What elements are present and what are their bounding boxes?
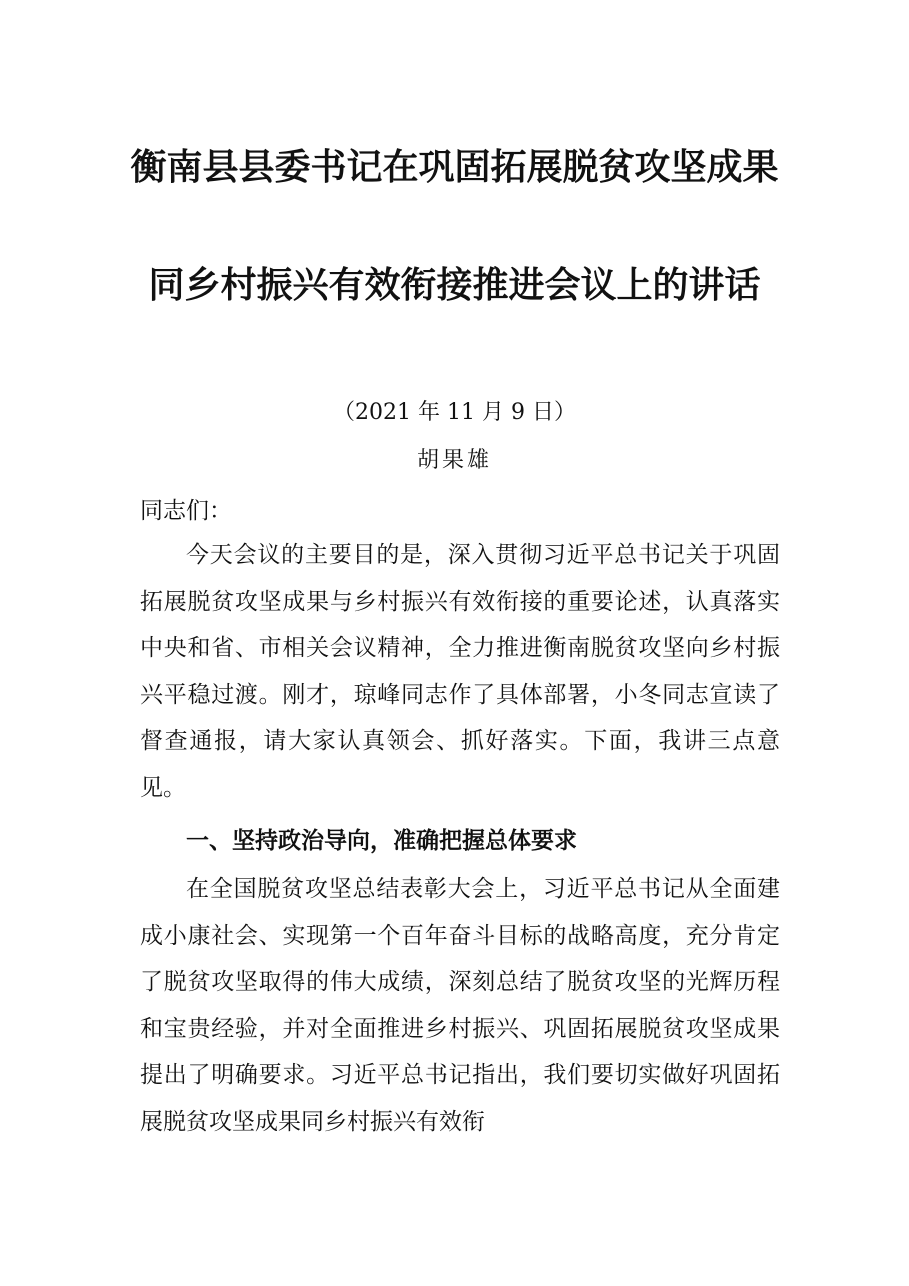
salutation: 同志们：: [140, 498, 232, 524]
document-title-line-2: 同乡村振兴有效衔接推进会议上的讲话: [148, 264, 761, 306]
body-paragraph-2: 在全国脱贫攻坚总结表彰大会上，习近平总书记从全面建成小康社会、实现第一个百年奋斗目标的战略高度，充分肯定了脱贫攻坚取得的伟大成绩，深刻总结了脱贫攻坚的光辉历程和宝贵经验，并对全面推进乡村振兴、巩固拓展脱贫攻坚成果提出了明确要求。习近平总书记指出，我们要切实做好巩固拓展脱贫攻坚成果同乡村振兴有效衔: [140, 876, 780, 1135]
speech-author: 胡果雄: [416, 448, 492, 473]
speech-date: （2021 年 11 月 9 日）: [333, 400, 576, 425]
document-title-line-1: 衡南县县委书记在巩固拓展脱贫攻坚成果: [130, 146, 779, 188]
section-heading-1: 一、坚持政治导向，准确把握总体要求: [186, 828, 577, 854]
body-paragraph-1: 今天会议的主要目的是，深入贯彻习近平总书记关于巩固拓展脱贫攻坚成果与乡村振兴有效衔接的重要论述，认真落实中央和省、市相关会议精神，全力推进衡南脱贫攻坚向乡村振兴平稳过渡。刚才，琼峰同志作了具体部署，小冬同志宣读了督查通报，请大家认真领会、抓好落实。下面，我讲三点意见。: [140, 542, 780, 801]
